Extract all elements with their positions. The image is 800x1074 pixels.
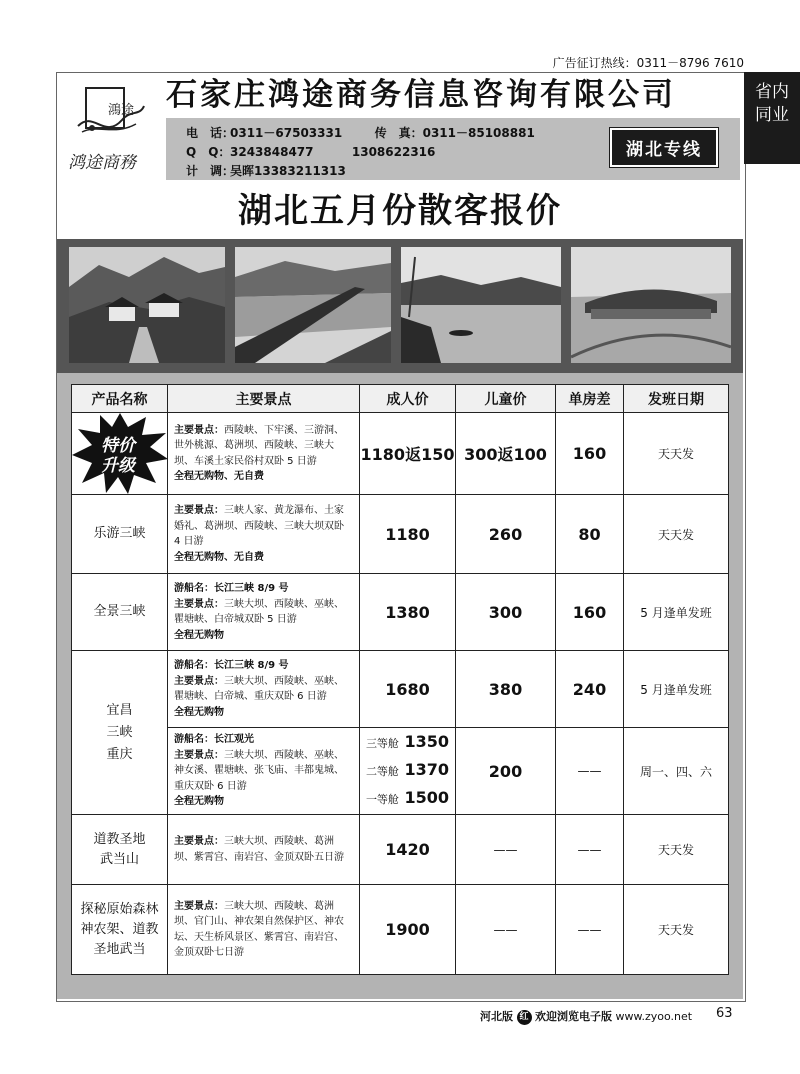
table-row [72, 885, 729, 975]
adult-price-cell: 1900 [360, 885, 456, 975]
planner-label: 计 调： [186, 164, 235, 178]
footer-text: 欢迎浏览电子版 [535, 1010, 612, 1023]
page-headline: 湖北五月份散客报价 [238, 191, 562, 231]
product-name-text: 探秘原始森林神农架、道教圣地武当 [80, 901, 159, 957]
sights-cell [168, 815, 360, 885]
table-header-row [72, 385, 729, 413]
sights-text: 三峡大坝、西陵峡、葛洲坝、官门山、神农架自然保护区、神农坛、天生桥风景区、紫霄宫、南岩宫、金顶双卧七日游 [174, 900, 344, 958]
phone-label: 电 话： [186, 126, 235, 140]
footer-site: www.zyoo.net [615, 1010, 693, 1023]
departure-cell: 5 月逢单发班 [624, 574, 729, 651]
adult-price-cell: 1380 [360, 574, 456, 651]
cabin-tier [360, 785, 455, 813]
sights-text: 西陵峡、下牢溪、三游洞、世外桃源、葛洲坝、西陵峡、三峡大坝、车溪土家民俗村双卧 5 日游 [174, 424, 344, 467]
qq-label: Q Q： [186, 145, 231, 159]
sights-cell [168, 413, 360, 495]
special-badge-line-2: 升级 [101, 456, 135, 476]
table-row [72, 574, 729, 651]
qq-value-2: 1308622316 [351, 145, 436, 159]
planner-value: 吴晖13383211313 [230, 164, 346, 178]
qq-value: 3243848477 [230, 145, 314, 159]
col-header-single: 单房差 [556, 385, 624, 413]
departure-cell: 天天发 [624, 495, 729, 574]
cabin-class: 三等舱 [365, 737, 399, 750]
cabin-price: 1350 [404, 732, 450, 751]
sights-text: 三峡大坝、西陵峡、巫峡、神女溪、瞿塘峡、张飞庙、丰都鬼城、重庆双卧 6 日游 [174, 749, 344, 792]
single-supplement-cell: 160 [556, 574, 624, 651]
company-name: 石家庄鸿途商务信息咨询有限公司 [166, 77, 676, 113]
sights-cell [168, 574, 360, 651]
company-logo [64, 80, 164, 176]
product-name-cell [72, 815, 168, 885]
col-header-adult: 成人价 [360, 385, 456, 413]
col-header-date: 发班日期 [624, 385, 729, 413]
photo-band [57, 239, 743, 373]
sights-cell [168, 495, 360, 574]
child-price-cell: 260 [456, 495, 556, 574]
departure-cell: 天天发 [624, 815, 729, 885]
section-tab [744, 72, 800, 164]
contact-panel [166, 118, 740, 180]
sights-tail: 全程无购物、无自费 [174, 551, 264, 563]
cabin-price: 1370 [404, 760, 450, 779]
adult-price-cell: 1680 [360, 651, 456, 728]
ship-name: 游船名：长江三峡 8/9 号 [174, 660, 289, 671]
departure-cell: 5 月逢单发班 [624, 651, 729, 728]
photo-bridge [235, 247, 391, 363]
table-row [72, 728, 729, 815]
fax-label: 传 真： [374, 126, 423, 140]
col-header-product: 产品名称 [72, 385, 168, 413]
single-supplement-cell: —— [556, 815, 624, 885]
product-name-text: 道教圣地武当山 [93, 831, 146, 867]
ship-name: 游船名：长江三峡 8/9 号 [174, 583, 289, 594]
contact-row-qq [186, 143, 435, 160]
contact-row-phone [186, 124, 535, 141]
product-name-text: 宜昌三峡重庆 [106, 702, 133, 762]
sights-cell [168, 728, 360, 815]
departure-cell: 天天发 [624, 885, 729, 975]
child-price-cell: 300返100 [456, 413, 556, 495]
product-name-cell [72, 885, 168, 975]
child-price-cell: —— [456, 815, 556, 885]
adult-price-tiers-cell [360, 728, 456, 815]
sights-key: 主要景点： [174, 505, 224, 516]
table-row [72, 815, 729, 885]
col-header-child: 儿童价 [456, 385, 556, 413]
sights-tail: 全程无购物 [174, 706, 224, 718]
cabin-tier [360, 757, 455, 785]
sights-key: 主要景点： [174, 598, 224, 610]
col-header-sights: 主要景点 [168, 385, 360, 413]
child-price-cell: —— [456, 885, 556, 975]
sights-cell [168, 885, 360, 975]
sights-tail: 全程无购物 [174, 796, 224, 808]
line-badge: 湖北专线 [610, 128, 718, 167]
photo-lake [401, 247, 561, 363]
photo-station [571, 247, 731, 363]
sights-key: 主要景点： [174, 424, 224, 436]
departure-cell: 周一、四、六 [624, 728, 729, 815]
child-price-cell: 300 [456, 574, 556, 651]
footer-badge: 红 [517, 1010, 532, 1025]
sights-tail: 全程无购物、无自费 [174, 471, 264, 482]
sights-text: 三峡大坝、西陵峡、葛洲坝、紫霄宫、南岩宫、金顶双卧五日游 [174, 836, 344, 863]
product-name-cell [72, 651, 168, 815]
adult-price-cell: 1180 [360, 495, 456, 574]
cabin-tier [360, 729, 455, 757]
special-burst-icon [72, 413, 168, 494]
child-price-cell: 380 [456, 651, 556, 728]
table-row [72, 413, 729, 495]
fax-value: 0311－85108881 [422, 126, 535, 140]
ad-hotline: 广告征订热线：0311－8796 7610 [552, 56, 744, 70]
page-number: 63 [716, 1006, 733, 1021]
single-supplement-cell: 80 [556, 495, 624, 574]
logo-mark: 鴻途 [108, 103, 135, 118]
photo-village [69, 247, 225, 363]
sights-text: 三峡大坝、西陵峡、巫峡、瞿塘峡、白帝城双卧 5 日游 [174, 598, 344, 625]
ship-name: 游船名：长江观光 [174, 734, 254, 746]
cabin-class: 一等舱 [365, 793, 399, 806]
table-row [72, 651, 729, 728]
sights-key: 主要景点： [174, 900, 224, 912]
single-supplement-cell: 240 [556, 651, 624, 728]
sights-key: 主要景点： [174, 749, 224, 761]
table-row [72, 495, 729, 574]
logo-script: 鸿途商務 [68, 153, 136, 173]
special-badge-line-1: 特价 [101, 436, 135, 456]
price-table [71, 384, 729, 975]
contact-row-planner [186, 162, 346, 179]
price-table-panel [57, 373, 743, 999]
adult-price-cell: 1420 [360, 815, 456, 885]
special-badge-cell [72, 413, 168, 495]
product-name-cell: 乐游三峡 [72, 495, 168, 574]
section-tab-line-2: 同业 [755, 105, 789, 125]
cabin-class: 二等舱 [365, 765, 399, 778]
footer-edition: 河北版 [480, 1010, 513, 1023]
sights-text: 三峡人家、黄龙瀑布、土家婚礼、葛洲坝、西陵峡、三峡大坝双卧 4 日游 [174, 505, 344, 547]
child-price-cell: 200 [456, 728, 556, 815]
phone-value: 0311－67503331 [230, 126, 343, 140]
sights-key: 主要景点： [174, 675, 224, 687]
section-tab-line-1: 省内 [755, 82, 789, 102]
departure-cell: 天天发 [624, 413, 729, 495]
adult-price-cell: 1180返150 [360, 413, 456, 495]
sights-key: 主要景点： [174, 836, 224, 847]
sights-tail: 全程无购物 [174, 629, 224, 641]
sights-text: 三峡大坝、西陵峡、巫峡、瞿塘峡、白帝城、重庆双卧 6 日游 [174, 675, 344, 702]
cabin-price: 1500 [404, 788, 450, 807]
single-supplement-cell: —— [556, 728, 624, 815]
page-footer [480, 1008, 692, 1025]
single-supplement-cell: 160 [556, 413, 624, 495]
single-supplement-cell: —— [556, 885, 624, 975]
product-name-cell: 全景三峡 [72, 574, 168, 651]
sights-cell [168, 651, 360, 728]
